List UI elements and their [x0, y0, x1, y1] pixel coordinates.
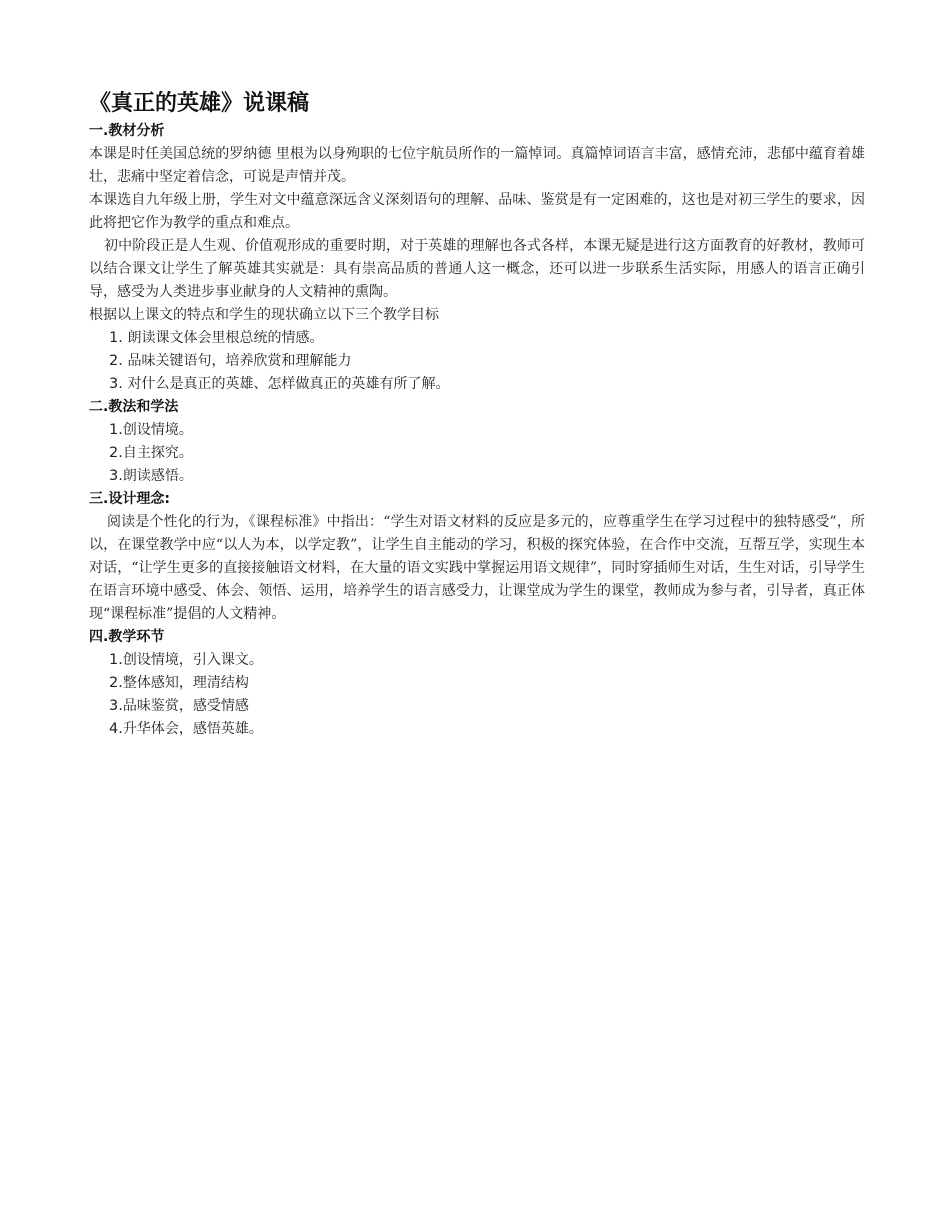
list-text: 升华体会，感悟英雄。: [122, 721, 263, 737]
list-item: [89, 672, 865, 695]
paragraph: 根据以上课文的特点和学生的现状确立以下三个教学目标: [89, 307, 439, 323]
list-text: 创设情境，引入课文。: [122, 652, 263, 668]
list-item: [89, 465, 865, 488]
list-number: 3.: [109, 376, 123, 392]
section-heading: 二.教法和学法: [89, 399, 179, 415]
methods-list: [89, 419, 865, 488]
list-text: 自主探究。: [122, 445, 193, 461]
list-number: 1.: [109, 422, 123, 438]
list-number: 1.: [109, 652, 123, 668]
list-item: [89, 419, 865, 442]
section-heading: 三.设计理念:: [89, 491, 170, 507]
paragraph: 阅读是个性化的行为，《课程标准》中指出：“学生对语文材料的反应是多元的，应尊重学生在学习过程中的独特感受”，所以，在课堂教学中应“以人为本，以学定教”，让学生自主能动的学习，积极的探究体验，在合作中交流，互帮互学，实现生本对话，“让学生更多的直接接触语文材料，在大量的语文实践中掌握运用语文规律”，同时穿插师生对话，生生对话，引导学生在语言环境中感受、体会、领悟、运用，培养学生的语言感受力，让课堂成为学生的课堂，教师成为参与者，引导者，真正体现“课程标准”提倡的人文精神。: [89, 514, 865, 622]
teaching-goals-list: [89, 327, 865, 396]
list-item: [89, 350, 865, 373]
list-item: [89, 649, 865, 672]
section-heading: 四.教学环节: [89, 629, 165, 645]
section-heading: 一.教材分析: [89, 123, 165, 139]
list-item: [89, 695, 865, 718]
section-material-analysis: [89, 120, 865, 396]
list-item: [89, 373, 865, 396]
list-text: 整体感知，理清结构: [122, 675, 249, 691]
list-number: 2.: [109, 445, 123, 461]
document-page: [89, 88, 865, 741]
list-number: 1.: [109, 330, 123, 346]
list-item: [89, 718, 865, 741]
list-number: 2.: [109, 675, 123, 691]
list-number: 3.: [109, 468, 123, 484]
list-text: 创设情境。: [122, 422, 193, 438]
list-item: [89, 327, 865, 350]
list-text: 品味鉴赏，感受情感: [122, 698, 249, 714]
list-text: 朗读感悟。: [122, 468, 193, 484]
list-text: 品味关键语句，培养欣赏和理解能力: [127, 353, 352, 369]
list-text: 朗读课文体会里根总统的情感。: [127, 330, 324, 346]
section-design-concept: [89, 488, 865, 626]
paragraph: 本课是时任美国总统的罗纳德 里根为以身殉职的七位宇航员所作的一篇悼词。真篇悼词语言丰富，感情充沛，悲郁中蕴育着雄壮，悲痛中坚定着信念，可说是声情并茂。: [89, 146, 865, 185]
paragraph: 初中阶段正是人生观、价值观形成的重要时期，对于英雄的理解也各式各样，本课无疑是进行这方面教育的好教材，教师可以结合课文让学生了解英雄其实就是：具有崇高品质的普通人这一概念，还可以进一步联系生活实际，用感人的语言正确引导，感受为人类进步事业献身的人文精神的熏陶。: [89, 238, 865, 300]
steps-list: [89, 649, 865, 741]
list-number: 2.: [109, 353, 123, 369]
list-text: 对什么是真正的英雄、怎样做真正的英雄有所了解。: [127, 376, 450, 392]
section-teaching-steps: [89, 626, 865, 741]
list-item: [89, 442, 865, 465]
document-title: 《真正的英雄》说课稿: [89, 91, 310, 116]
paragraph: 本课选自九年级上册，学生对文中蕴意深远含义深刻语句的理解、品味、鉴赏是有一定困难的，这也是对初三学生的要求，因此将把它作为教学的重点和难点。: [89, 192, 865, 231]
list-number: 4.: [109, 721, 123, 737]
section-teaching-methods: [89, 396, 865, 488]
list-number: 3.: [109, 698, 123, 714]
